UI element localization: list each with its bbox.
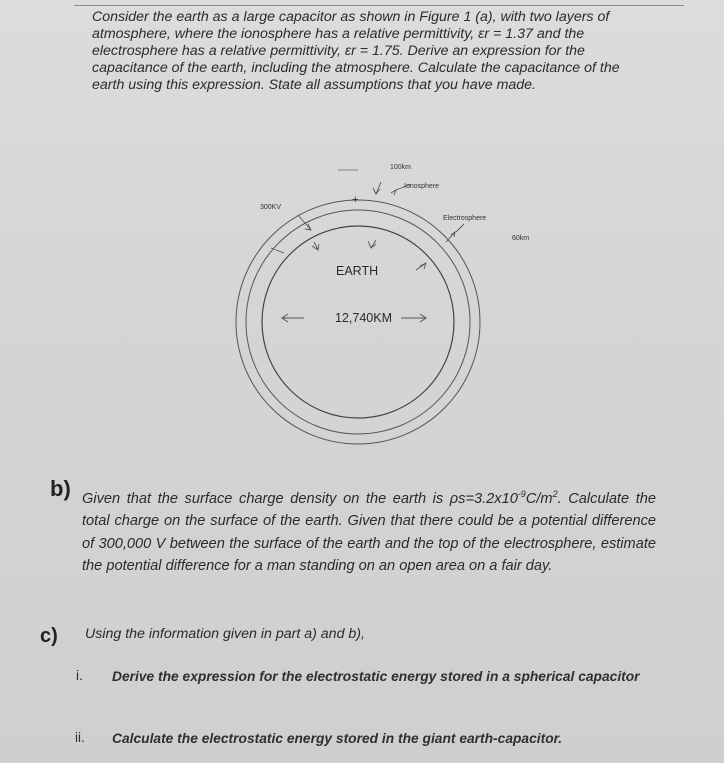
- part-b-unit-exponent: 2: [552, 489, 558, 499]
- part-b-exponent: -9: [517, 489, 526, 499]
- item-ii-text: Calculate the electrostatic energy stored in the giant earth-capacitor.: [112, 731, 563, 746]
- top-rule: [74, 5, 684, 6]
- part-b-label: b): [50, 476, 71, 501]
- part-c-intro: Using the information given in part a) and b),: [85, 626, 365, 642]
- label-earth: EARTH: [336, 264, 379, 278]
- label-diameter: 12,740KM: [335, 311, 392, 325]
- label-ionosphere: Ionosphere: [404, 183, 440, 190]
- part-b-unit: C/m: [525, 490, 553, 507]
- item-i-text: Derive the expression for the electrostatic energy stored in a spherical capacitor: [112, 669, 640, 684]
- label-100km: 100km: [390, 164, 412, 171]
- label-plus: +: [352, 194, 359, 206]
- part-c-label: c): [40, 625, 58, 647]
- label-300kv: 300KV: [260, 204, 282, 211]
- part-b-question: [82, 483, 656, 578]
- part-a-question: Consider the earth as a large capacitor as shown in Figure 1 (a), with two layers of atmosphere, where the ionosphere has a relative permittivity, εr = 1.37 and the electrosphere has a relative permittivity, εr = 1.75. Derive an expression for the capacitance of the earth, including the atmosphere. Calculate the capacitance of the earth using this expression. State all assumptions that you have made.: [92, 9, 620, 93]
- label-electrosphere: Electrosphere: [443, 215, 487, 222]
- figure-earth-capacitor: [226, 160, 530, 450]
- part-b-text-after: . Calculate the total charge on the surface of the earth. Given that there could be a potential difference of 300,000 V between the surface of the earth and the top of the electrosphere, estimate the potential difference for a man standing on an open area on a fair day.: [82, 490, 656, 575]
- part-b-text-before: Given that the surface charge density on the earth is ρs=3.2x10: [82, 490, 518, 507]
- item-ii-numeral: ii.: [75, 730, 85, 745]
- label-60km: 60km: [512, 235, 530, 242]
- item-i-numeral: i.: [76, 668, 83, 683]
